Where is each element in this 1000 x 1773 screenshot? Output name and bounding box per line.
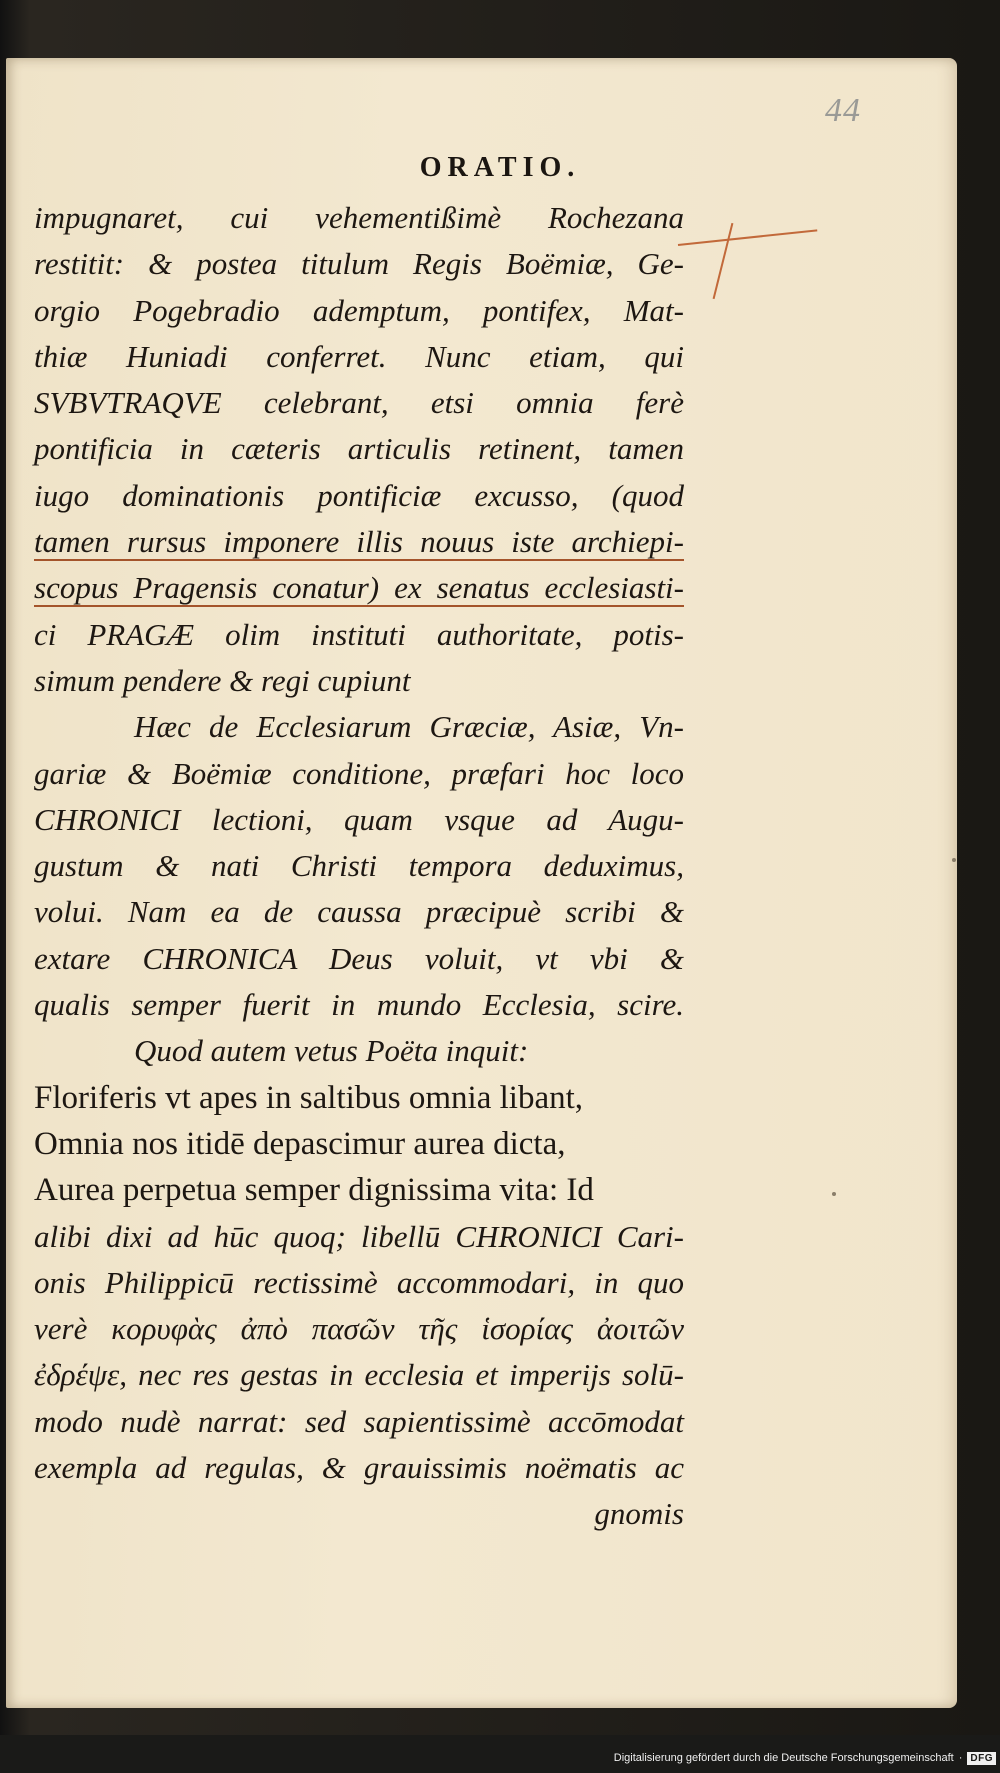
credit-separator: ·	[958, 1752, 963, 1764]
verse-line: Floriferis vt apes in saltibus omnia libant,	[34, 1079, 584, 1116]
text-line: alibi dixi ad hūc quoq; libellū CHRONICI Cari-	[34, 1218, 684, 1254]
text-line: SVBVTRAQVE celebrant, etsi omnia ferè	[34, 385, 684, 421]
folio-number: 44	[825, 92, 861, 129]
underlined-span: scopus Pragensis conatur) ex senatus ecclesiasti-	[34, 570, 684, 606]
text-line: thiæ Huniadi conferret. Nunc etiam, qui	[34, 338, 684, 374]
text-line: qualis semper fuerit in mundo Ecclesia, scire.	[34, 987, 684, 1023]
text-line: ci PRAGÆ olim instituti authoritate, potis-	[34, 616, 684, 652]
text-line: simum pendere & regi cupiunt	[34, 662, 411, 698]
underlined-span: tamen rursus imponere illis nouus iste archiepi-	[34, 524, 684, 560]
text-line: restitit: & postea titulum Regis Boëmiæ, Ge-	[34, 246, 684, 282]
text-line: iugo dominationis pontificiæ excusso, (quod	[34, 477, 684, 513]
text-line: modo nudè narrat: sed sapientissimè accōmodat	[34, 1403, 684, 1439]
running-header: ORATIO.	[419, 152, 581, 183]
underlined-text-line	[34, 565, 684, 611]
text-line: gariæ & Boëmiæ conditione, præfari hoc loco	[34, 755, 684, 791]
underlined-text-line	[34, 519, 684, 565]
text-line: impugnaret, cui vehementißimè Rochezana	[34, 200, 684, 235]
text-line: volui. Nam ea de caussa præcipuè scribi &	[34, 894, 684, 930]
dfg-logo: DFG	[967, 1752, 996, 1765]
catchword: gnomis	[594, 1496, 684, 1532]
greek-text-line: verè κορυφὰς ἀπὸ πασῶν τῆς ἱσορίας ἀοιτῶν	[34, 1311, 684, 1347]
text-line: CHRONICI lectioni, quam vsque ad Augu-	[34, 801, 684, 837]
verse-line: Aurea perpetua semper dignissima vita: Id	[34, 1172, 594, 1209]
paragraph-start-line: Hæc de Ecclesiarum Græciæ, Asiæ, Vn-	[134, 709, 684, 745]
text-line: extare CHRONICA Deus voluit, vt vbi &	[34, 940, 684, 976]
page-body-text	[34, 195, 684, 1538]
text-line: pontificia in cæteris articulis retinent, tamen	[34, 431, 684, 467]
paper-speck	[832, 1192, 836, 1196]
paper-speck	[952, 858, 956, 862]
text-line: exempla ad regulas, & grauissimis noëmatis ac	[34, 1450, 684, 1486]
credit-text: Digitalisierung gefördert durch die Deutsche Forschungsgemeinschaft	[613, 1752, 954, 1764]
text-line: orgio Pogebradio ademptum, pontifex, Mat-	[34, 292, 684, 328]
verse-line: Omnia nos itidē depascimur aurea dicta,	[34, 1125, 566, 1162]
text-line: gustum & nati Christi tempora deduximus,	[34, 848, 684, 884]
digitization-credit	[614, 1747, 996, 1769]
text-line: Quod autem vetus Poëta inquit:	[134, 1033, 529, 1069]
text-line: onis Philippicū rectissimè accommodari, in quo	[34, 1264, 684, 1300]
text-line: ἐδρέψε, nec res gestas in ecclesia et imperijs solū-	[34, 1357, 684, 1393]
